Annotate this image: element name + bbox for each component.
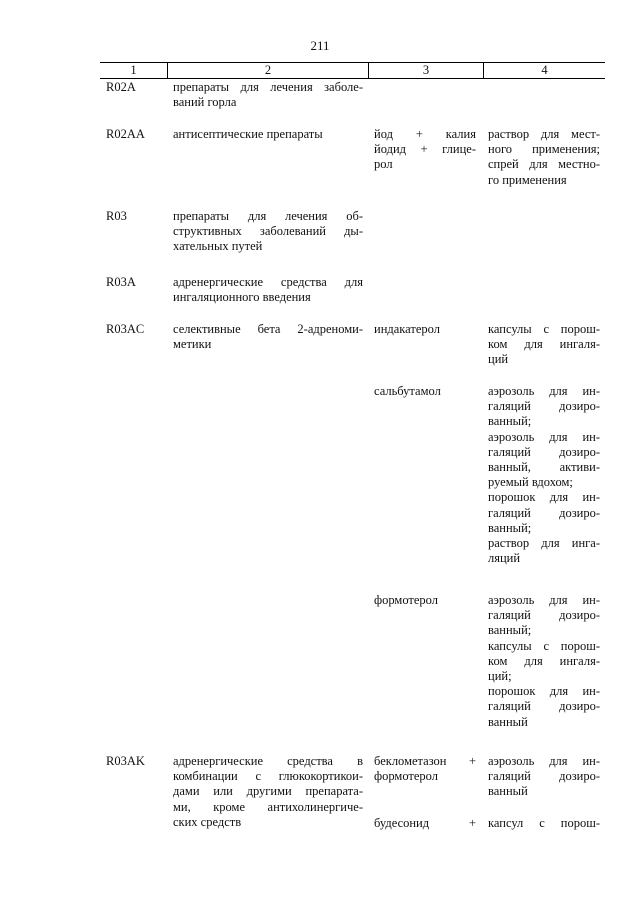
header-col-1: 1	[130, 63, 137, 77]
header-col-4: 4	[483, 63, 605, 78]
page-number: 211	[310, 38, 330, 53]
group-description: антисептические препараты	[173, 127, 323, 141]
table-header-row	[100, 62, 605, 79]
dosage-form: капсулы с порош- ком для ингаля- ций	[488, 322, 600, 367]
dosage-form: раствор для мест- ного применения; спрей для местно- го применения	[488, 127, 600, 187]
dosage-form: аэрозоль для ин- галяций дозиро- ванный; аэрозоль для ин- галяций дозиро- ванный, активи- руемый вдохом; порошок для ин- галяций дозиро- ванный; раствор для инга- ляций	[488, 384, 600, 566]
drug-name: будесонид +	[374, 816, 476, 830]
drug-name: индакатерол	[374, 322, 440, 336]
atc-code: R03AK	[106, 754, 145, 768]
header-col-2: 2	[167, 63, 368, 78]
atc-code: R03A	[106, 275, 136, 289]
atc-code: R03	[106, 209, 127, 223]
dosage-form: аэрозоль для ин- галяций дозиро- ванный	[488, 754, 600, 799]
drug-name: беклометазон + формотерол	[374, 754, 476, 784]
drug-name: формотерол	[374, 593, 438, 607]
group-description: селективные бета 2-адреноми- метики	[173, 322, 363, 352]
atc-code: R02AA	[106, 127, 145, 141]
atc-code: R03AC	[106, 322, 145, 336]
drug-name: йод + калия йодид + глице- рол	[374, 127, 476, 172]
dosage-form: аэрозоль для ин- галяций дозиро- ванный; капсулы с порош- ком для ингаля- ций; порошок для ин- галяций дозиро- ванный	[488, 593, 600, 729]
header-col-3: 3	[368, 63, 483, 78]
group-description: адренергические средства в комбинации с глюкокортикои- дами или другими препарата- ми, кроме антихолинергиче- ских средств	[173, 754, 363, 829]
atc-code: R02A	[106, 80, 136, 94]
group-description: адренергические средства для ингаляционного введения	[173, 275, 363, 305]
group-description: препараты для лечения заболе- ваний горла	[173, 80, 363, 110]
dosage-form: капсул с порош-	[488, 816, 600, 830]
group-description: препараты для лечения об- структивных заболеваний ды- хательных путей	[173, 209, 363, 254]
drug-name: сальбутамол	[374, 384, 441, 398]
